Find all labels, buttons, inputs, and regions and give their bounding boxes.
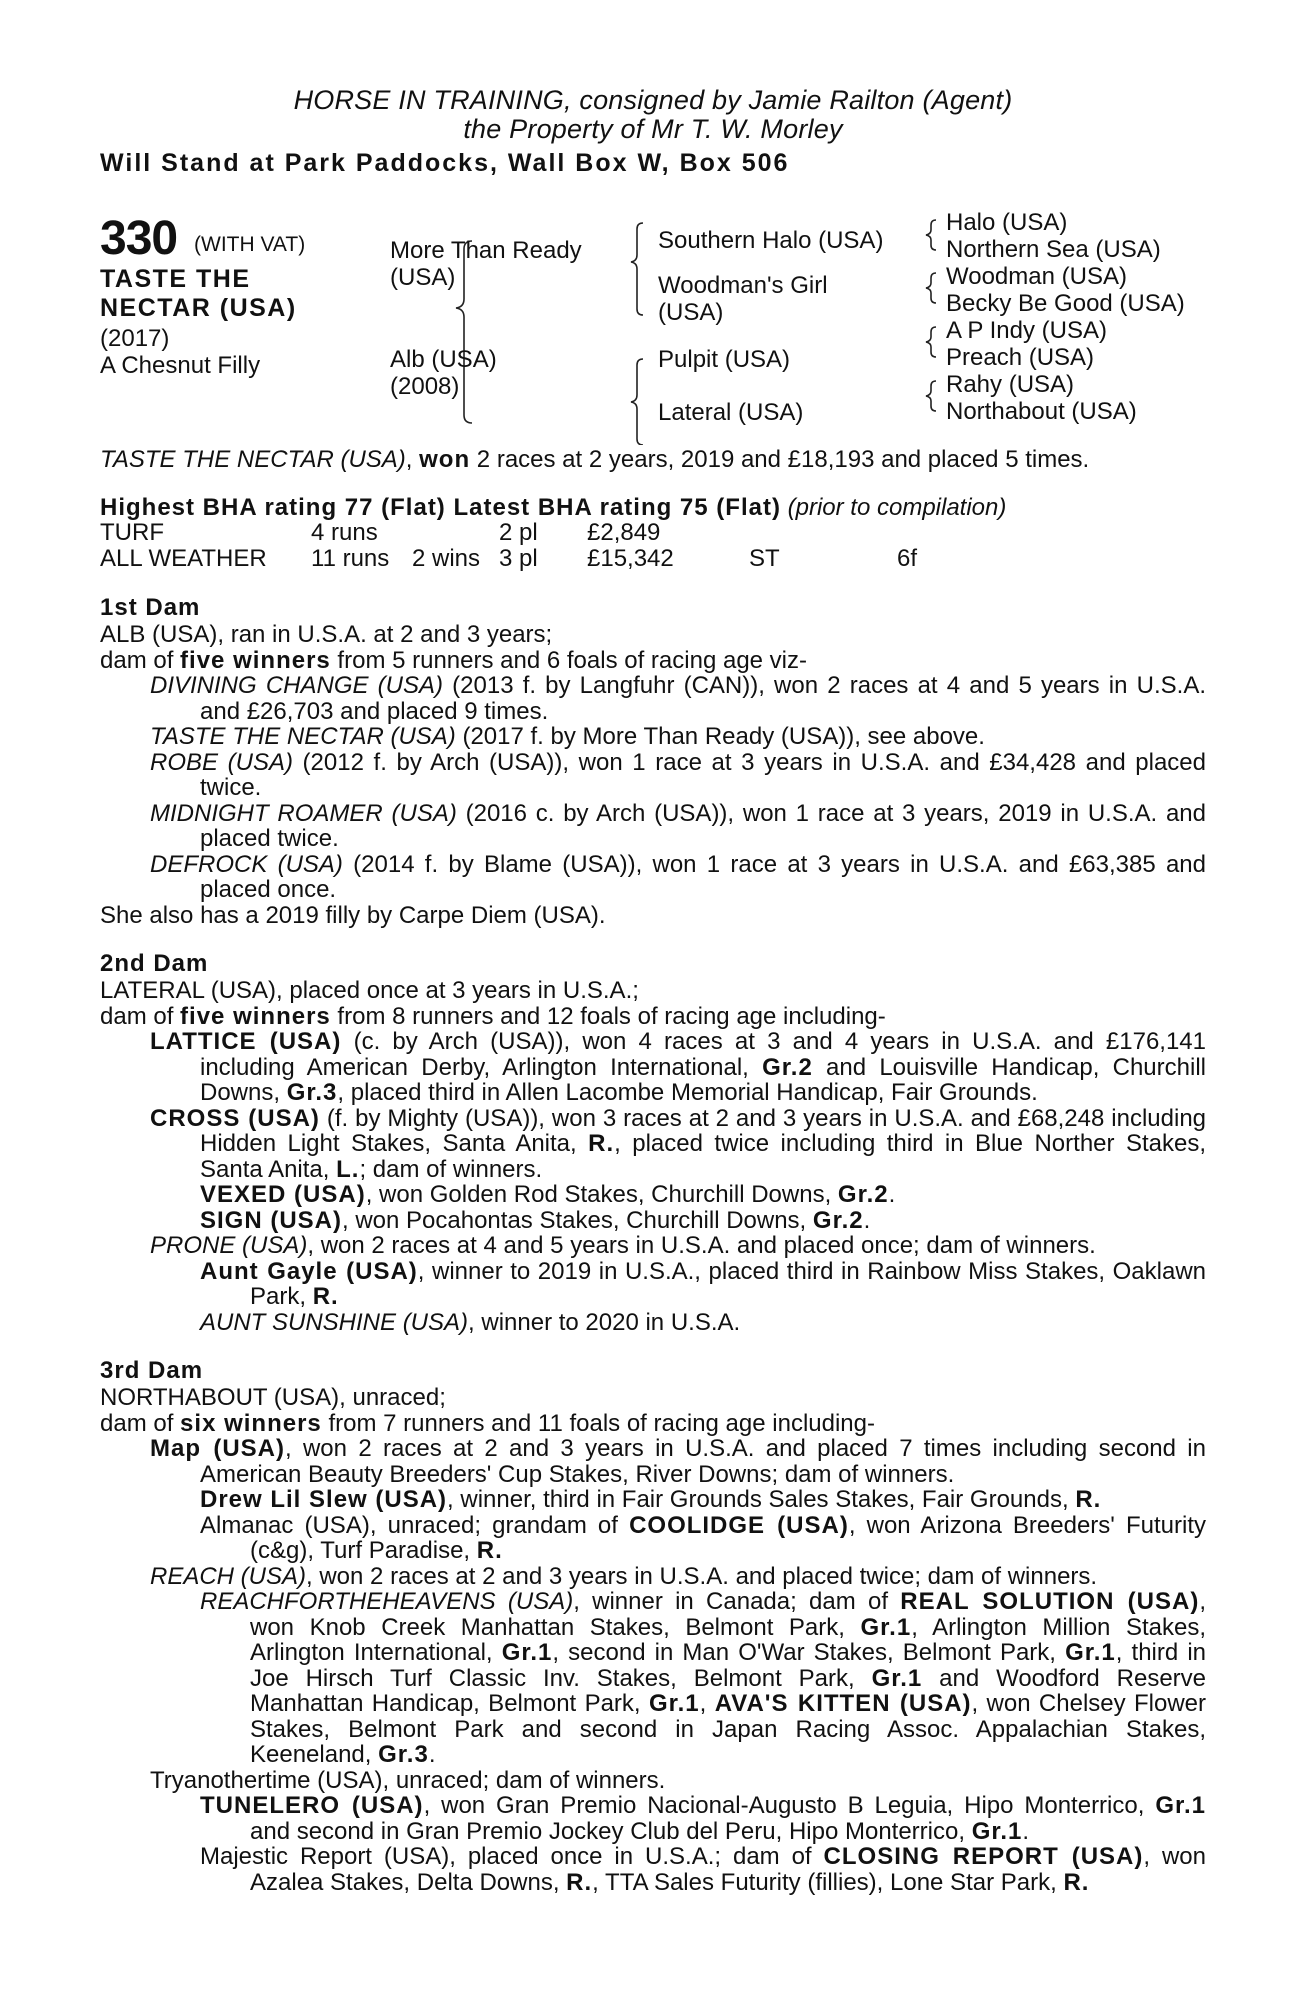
produce-name: TASTE THE NECTAR (USA): [150, 723, 456, 750]
grade: Gr.1: [971, 1817, 1023, 1845]
produce-name: COOLIDGE (USA): [629, 1511, 849, 1539]
grandproduce-entry: [100, 1793, 1206, 1844]
text: , Arlington Million Stakes, Arlington International,: [250, 1613, 1206, 1666]
grade: Gr.1: [860, 1613, 912, 1641]
produce-name: AUNT SUNSHINE (USA): [200, 1308, 469, 1336]
text: , won Golden Rod Stakes, Churchill Downs,: [365, 1181, 838, 1208]
text: , winner, third in Fair Grounds Sales Stakes, Fair Grounds,: [447, 1486, 1076, 1513]
produce-name: Aunt Gayle (USA): [200, 1257, 418, 1285]
aw-runs: 11 runs: [311, 545, 390, 572]
grade: R.: [312, 1283, 339, 1310]
ratings-note: (prior to compilation): [780, 493, 1007, 521]
brace-dam-parents: [631, 359, 643, 445]
grade: L.: [336, 1155, 360, 1183]
aw-distance: 6f: [897, 545, 918, 572]
aw-label: ALL WEATHER: [100, 545, 267, 572]
text: .: [888, 1181, 896, 1208]
text: dam of: [100, 1002, 181, 1030]
summary-won: won: [419, 446, 471, 473]
produce-name: Map (USA): [150, 1435, 285, 1462]
horse-name-line2: NECTAR (USA): [100, 294, 297, 322]
produce-name: DIVINING CHANGE (USA): [150, 672, 443, 699]
consignor-line: HORSE IN TRAINING, consigned by Jamie Railton (Agent): [293, 85, 1013, 115]
first-dam-section: [100, 622, 1206, 928]
second-dam-intro: LATERAL (USA), placed once at 3 years in U.S.A.;: [100, 977, 639, 1004]
brace-g3: [926, 327, 936, 357]
grandsire-7: Rahy (USA): [946, 371, 1075, 398]
produce-name: ROBE (USA): [150, 748, 293, 776]
summary-horse-name: TASTE THE NECTAR (USA): [100, 446, 406, 473]
text: , won Knob Creek Manhattan Stakes, Belmont Park,: [250, 1588, 1207, 1641]
text: , won Gran Premio Nacional-Augusto B Leguia, Hipo Monterrico,: [423, 1792, 1156, 1819]
grade: Gr.1: [1155, 1792, 1207, 1819]
text: , won Azalea Stakes, Delta Downs,: [250, 1843, 1206, 1896]
brace-g4: [926, 381, 936, 411]
granddam-4: Becky Be Good (USA): [946, 290, 1185, 317]
produce-name: LATTICE (USA): [150, 1028, 342, 1055]
dam-name: [390, 346, 497, 400]
text: , winner to 2019 in U.S.A., placed third in Rainbow Miss Stakes, Oaklawn Park,: [250, 1257, 1207, 1310]
grandsire-3: Woodman (USA): [946, 263, 1127, 290]
text: , won Pocahontas Stakes, Churchill Downs,: [342, 1206, 813, 1234]
pedigree-block: [100, 209, 1206, 445]
stable-location: Will Stand at Park Paddocks, Wall Box W, Box 506: [100, 149, 790, 177]
text: , won 2 races at 2 and 3 years in U.S.A. and placed 7 times including second in American Beauty Breeders' Cup Stakes, River Downs; dam of winners.: [200, 1435, 1206, 1488]
produce-name: DEFROCK (USA): [150, 850, 343, 878]
produce-entry: [100, 724, 1206, 750]
sire-dam-line1: Woodman's Girl: [658, 272, 828, 299]
grandsire-5: A P Indy (USA): [946, 317, 1107, 344]
text: , won Arizona Breeders' Futurity (c&g), Turf Paradise,: [250, 1511, 1207, 1564]
produce-entry: [100, 673, 1206, 724]
text: , third in Joe Hirsch Turf Classic Inv. Stakes, Belmont Park,: [250, 1639, 1206, 1692]
grade: R.: [588, 1130, 615, 1157]
text: from 7 runners and 11 foals of racing age including-: [321, 1409, 875, 1437]
text: and second in Gran Premio Jockey Club del Peru, Hipo Monterrico,: [250, 1817, 972, 1845]
text: and Woodford Reserve Manhattan Handicap, Belmont Park,: [250, 1664, 1207, 1717]
produce-entry-prone: [100, 1233, 1206, 1259]
turf-placed: 2 pl: [499, 519, 538, 546]
text: ,: [699, 1690, 715, 1717]
grandproduce-entry: [100, 1844, 1206, 1895]
grandproduce-entry: [100, 1208, 1206, 1234]
produce-text: (2013 f. by Langfuhr (CAN)), won 2 races at 4 and 5 years in U.S.A. and £26,703 and placed 9 times.: [200, 672, 1206, 725]
sire-name: [390, 237, 582, 291]
produce-name: Drew Lil Slew (USA): [200, 1486, 448, 1513]
grandproduce-entry: [100, 1513, 1206, 1564]
sire-line2: (USA): [390, 264, 456, 291]
grade: Gr.1: [871, 1664, 923, 1692]
produce-text: (2017 f. by More Than Ready (USA)), see above.: [455, 723, 985, 750]
brace-sire-parents: [631, 223, 643, 315]
grandsire-1: Halo (USA): [946, 209, 1068, 236]
produce-name: AVA'S KITTEN (USA): [714, 1690, 972, 1717]
text: and Louisville Handicap, Churchill Downs,: [200, 1053, 1206, 1106]
grandproduce-entry: [100, 1259, 1206, 1310]
produce-name: MIDNIGHT ROAMER (USA): [150, 799, 457, 827]
dam-line2: (2008): [390, 373, 460, 400]
produce-name: TUNELERO (USA): [200, 1792, 424, 1819]
granddam-2: Northern Sea (USA): [946, 236, 1161, 263]
produce-entry: [100, 750, 1206, 801]
grade: R.: [1063, 1868, 1090, 1896]
text: Almanac (USA), unraced; grandam of: [200, 1511, 630, 1539]
dam-sire: Pulpit (USA): [658, 346, 791, 373]
granddam-6: Preach (USA): [946, 344, 1095, 371]
text: dam of: [100, 1409, 181, 1437]
grade: Gr.2: [812, 1206, 864, 1234]
text: ; dam of winners.: [359, 1155, 543, 1183]
text: (c. by Arch (USA)), won 4 races at 3 and 4 years in U.S.A. and £176,141 including American Derby, Arlington International,: [200, 1028, 1207, 1081]
summary-rest: 2 races at 2 years, 2019 and £18,193 and placed 5 times.: [470, 446, 1090, 473]
text: , won Chelsey Flower Stakes, Belmont Park and second in Japan Racing Assoc. Appalachian Stakes, Keeneland,: [250, 1690, 1206, 1768]
produce-entry-cross: [100, 1106, 1206, 1183]
produce-name: PRONE (USA): [150, 1232, 308, 1259]
turf-runs: 4 runs: [311, 519, 378, 546]
second-dam-produce-summary: [100, 1004, 1206, 1030]
sire-dam: [658, 272, 828, 326]
text: Majestic Report (USA), placed once in U.S.A.; dam of: [200, 1843, 824, 1870]
foaling-year: (2017): [100, 325, 170, 352]
text: (f. by Mighty (USA)), won 3 races at 2 and 3 years in U.S.A. and £68,248 including Hidden Light Stakes, Santa Anita,: [200, 1104, 1207, 1157]
race-summary: TASTE THE NECTAR (USA), won 2 races at 2 years, 2019 and £18,193 and placed 5 times.: [100, 446, 1090, 473]
text: .: [863, 1206, 871, 1234]
winners-count: five winners: [180, 646, 331, 674]
lot-number: 330: [100, 212, 178, 265]
produce-entry-lattice: [100, 1029, 1206, 1106]
text: from 5 runners and 6 foals of racing age viz-: [330, 646, 808, 674]
text: Tryanothertime (USA), unraced; dam of winners.: [150, 1766, 666, 1794]
horse-description: A Chesnut Filly: [100, 352, 261, 379]
sire-dam-line2: (USA): [658, 299, 724, 326]
first-dam-intro: ALB (USA), ran in U.S.A. at 2 and 3 years;: [100, 621, 553, 648]
produce-entry-tryanothertime: [100, 1768, 1206, 1794]
text: , winner to 2020 in U.S.A.: [468, 1308, 741, 1336]
text: , won 2 races at 2 and 3 years in U.S.A. and placed twice; dam of winners.: [306, 1562, 1098, 1590]
turf-earnings: £2,849: [587, 519, 661, 546]
produce-entry-map: [100, 1436, 1206, 1487]
grade: Gr.1: [1065, 1639, 1116, 1666]
third-dam-intro: NORTHABOUT (USA), unraced;: [100, 1384, 446, 1411]
brace-g2: [926, 273, 936, 303]
produce-text: (2016 c. by Arch (USA)), won 1 race at 3 years, 2019 in U.S.A. and placed twice.: [200, 799, 1206, 852]
property-line: the Property of Mr T. W. Morley: [463, 114, 843, 144]
brace-g1: [926, 220, 936, 250]
grade: Gr.3: [378, 1741, 429, 1768]
catalogue-page: [100, 86, 1206, 1895]
second-dam-heading: 2nd Dam: [100, 950, 209, 977]
produce-name: CROSS (USA): [150, 1104, 320, 1132]
grade: Gr.1: [501, 1639, 553, 1666]
third-dam-produce-summary: [100, 1411, 1206, 1437]
grade: R.: [476, 1537, 503, 1564]
first-dam-produce-summary: [100, 648, 1206, 674]
aw-earnings: £15,342: [587, 545, 674, 572]
text: , winner in Canada; dam of: [573, 1588, 901, 1615]
winners-count: six winners: [180, 1409, 322, 1437]
grandproduce-entry: [100, 1182, 1206, 1208]
aw-placed: 3 pl: [499, 545, 538, 572]
turf-label: TURF: [100, 519, 164, 546]
winners-count: five winners: [180, 1002, 331, 1030]
second-dam-section: [100, 978, 1206, 1335]
grade: Gr.1: [648, 1690, 700, 1717]
granddam-8: Northabout (USA): [946, 398, 1137, 425]
text: from 8 runners and 12 foals of racing age including-: [330, 1002, 886, 1030]
grandproduce-entry: [100, 1589, 1206, 1768]
aw-going: ST: [749, 545, 780, 572]
text: , won 2 races at 4 and 5 years in U.S.A. and placed once; dam of winners.: [307, 1232, 1096, 1259]
first-dam-note: She also has a 2019 filly by Carpe Diem (USA).: [100, 901, 606, 929]
produce-name: SIGN (USA): [200, 1206, 342, 1234]
aw-wins: 2 wins: [412, 545, 481, 572]
produce-name: CLOSING REPORT (USA): [823, 1843, 1144, 1870]
dam-dam: Lateral (USA): [658, 399, 804, 426]
produce-entry: [100, 801, 1206, 852]
produce-name: REAL SOLUTION (USA): [900, 1588, 1200, 1615]
vat-note: (WITH VAT): [194, 233, 306, 256]
produce-entry: [100, 852, 1206, 903]
third-dam-heading: 3rd Dam: [100, 1357, 204, 1384]
grandproduce-entry: [100, 1310, 1206, 1336]
text: dam of: [100, 646, 181, 674]
produce-text: (2012 f. by Arch (USA)), won 1 race at 3 years in U.S.A. and £34,428 and placed twice.: [200, 748, 1206, 801]
grade: Gr.2: [837, 1181, 889, 1208]
grade: R.: [566, 1868, 593, 1896]
text: .: [1022, 1817, 1030, 1845]
text: , TTA Sales Futurity (fillies), Lone Star Park,: [592, 1868, 1064, 1896]
grade: R.: [1075, 1486, 1102, 1513]
ratings-line: [100, 495, 1206, 521]
sire-line1: More Than Ready: [390, 237, 582, 264]
produce-entry-reach: [100, 1564, 1206, 1590]
produce-name: REACH (USA): [150, 1562, 307, 1590]
produce-name: REACHFORTHEHEAVENS (USA): [200, 1588, 574, 1615]
third-dam-section: [100, 1385, 1206, 1895]
race-record-table: [100, 520, 1206, 572]
grandproduce-entry: [100, 1487, 1206, 1513]
horse-name-line1: TASTE THE: [100, 265, 251, 293]
first-dam-heading: 1st Dam: [100, 594, 201, 621]
produce-name: VEXED (USA): [200, 1181, 366, 1208]
grade: Gr.3: [286, 1079, 338, 1106]
grade: Gr.2: [762, 1053, 813, 1081]
bha-ratings: Highest BHA rating 77 (Flat) Latest BHA rating 75 (Flat): [100, 493, 781, 521]
text: , placed third in Allen Lacombe Memorial Handicap, Fair Grounds.: [337, 1079, 1038, 1106]
text: , placed twice including third in Blue Norther Stakes, Santa Anita,: [200, 1130, 1206, 1183]
text: , second in Man O'War Stakes, Belmont Park,: [552, 1639, 1066, 1666]
produce-text: (2014 f. by Blame (USA)), won 1 race at 3 years in U.S.A. and £63,385 and placed once.: [200, 850, 1206, 903]
dam-line1: Alb (USA): [390, 346, 497, 373]
sire-sire: Southern Halo (USA): [658, 227, 884, 254]
text: .: [428, 1741, 436, 1768]
